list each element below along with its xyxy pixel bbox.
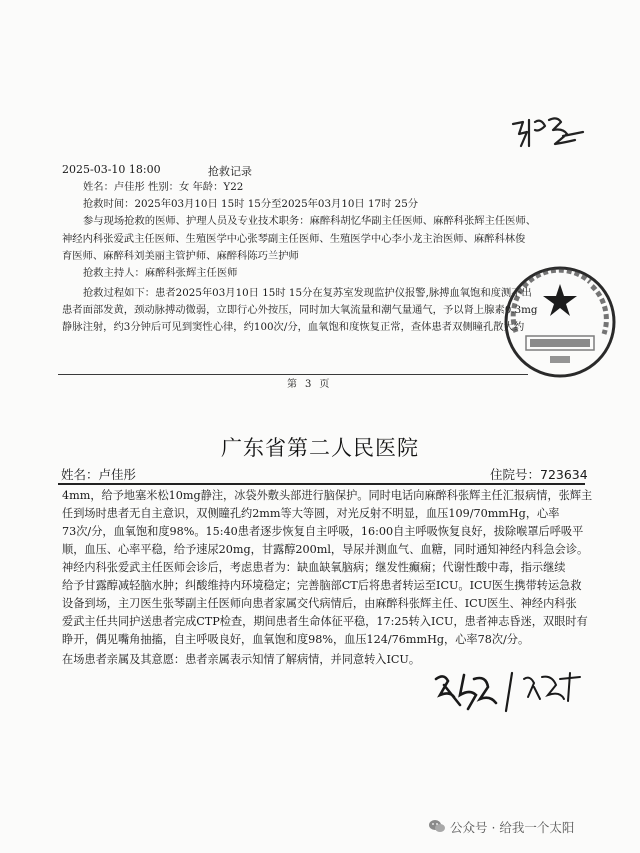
handwritten-signature-bottom	[430, 665, 590, 715]
record-line: 患者面部发黄，颈动脉搏动微弱，立即行心外按压，同时加大氧流量和潮气量通气，予以肾上腺素0.3mg	[62, 304, 538, 316]
record-line: 静脉注射，约3分钟后可见到窦性心律，约100次/分，血氧饱和度恢复正常，查体患者双侧瞳孔散大约	[62, 321, 525, 333]
record-line: 参与现场抢救的医师、护理人员及专业技术职务：麻醉科胡忆华副主任医师、麻醉科张辉主任医师、	[83, 215, 537, 227]
body-line: 4mm，给予地塞米松10mg静注，冰袋外敷头部进行脑保护。同时电话向麻醉科张辉主任汇报病情，张辉主	[62, 489, 593, 502]
page-number: 第 3 页	[287, 379, 330, 390]
header-divider	[58, 483, 585, 485]
body-line: 爱武主任共同护送患者完成CTP检查，期间患者生命体征平稳，17:25转入ICU，患者神志昏迷，双眼时有	[62, 615, 588, 628]
record-title: 抢救记录	[208, 165, 252, 178]
record-line: 姓名：卢佳彤 性别：女 年龄：Y22	[83, 181, 244, 193]
record-datetime: 2025-03-10 18:00	[62, 163, 161, 176]
handwritten-signature-top	[505, 112, 595, 152]
body-line: 在场患者亲属及其意愿：患者亲属表示知情了解病情，并同意转入ICU。	[62, 653, 421, 666]
record-line: 神经内科张爱武主任医师、生殖医学中心张琴副主任医师、生殖医学中心李小龙主治医师、麻醉科林俊	[62, 233, 526, 245]
body-line: 神经内科张爱武主任医师会诊后，考虑患者为：缺血缺氧脑病；继发性癫痫；代谢性酸中毒，指示继续	[62, 561, 566, 574]
watermark-text: 公众号 · 给我一个太阳	[450, 820, 575, 835]
record-line: 抢救主持人：麻醉科张辉主任医师	[83, 267, 238, 279]
body-line: 任到场时患者无自主意识，双侧瞳孔约2mm等大等圆，对光反射不明显，血压109/70mmHg，心率	[62, 507, 560, 520]
body-line: 设备到场，主刀医生张琴副主任医师向患者家属交代病情后，由麻醉科张辉主任、ICU医生、神经内科张	[62, 597, 577, 610]
record-line: 抢救时间：2025年03月10日 15时 15分至2025年03月10日 17时 25分	[83, 198, 419, 210]
record-line: 抢救过程如下：患者2025年03月10日 15时 15分在复苏室发现监护仪报警,脉搏血氧饱和度测不出	[83, 287, 532, 299]
patient-name: 姓名：卢佳彤	[61, 467, 137, 482]
record-line: 育医师、麻醉科刘美丽主管护师、麻醉科陈巧兰护师	[62, 250, 299, 262]
body-line: 给予甘露醇减轻脑水肿；纠酸维持内环境稳定；完善脑部CT后将患者转运至ICU。ICU医生携带转运急救	[62, 579, 582, 592]
body-line: 顺，血压、心率平稳，给予速尿20mg，甘露醇200ml，导尿并测血气、血糖，同时通知神经内科急会诊。	[62, 543, 589, 556]
hospital-name: 广东省第二人民医院	[221, 436, 419, 460]
wechat-icon	[428, 818, 446, 834]
body-line: 73次/分，血氧饱和度98%。15:40患者逐步恢复自主呼吸，16:00自主呼吸恢复良好，拔除喉罩后呼吸平	[62, 525, 584, 538]
hospital-stamp	[500, 262, 620, 382]
admission-number: 住院号：723634	[490, 467, 588, 482]
body-line: 睁开，偶见嘴角抽搐，自主呼吸良好，血氧饱和度98%，血压124/76mmHg，心率78次/分。	[62, 633, 530, 646]
